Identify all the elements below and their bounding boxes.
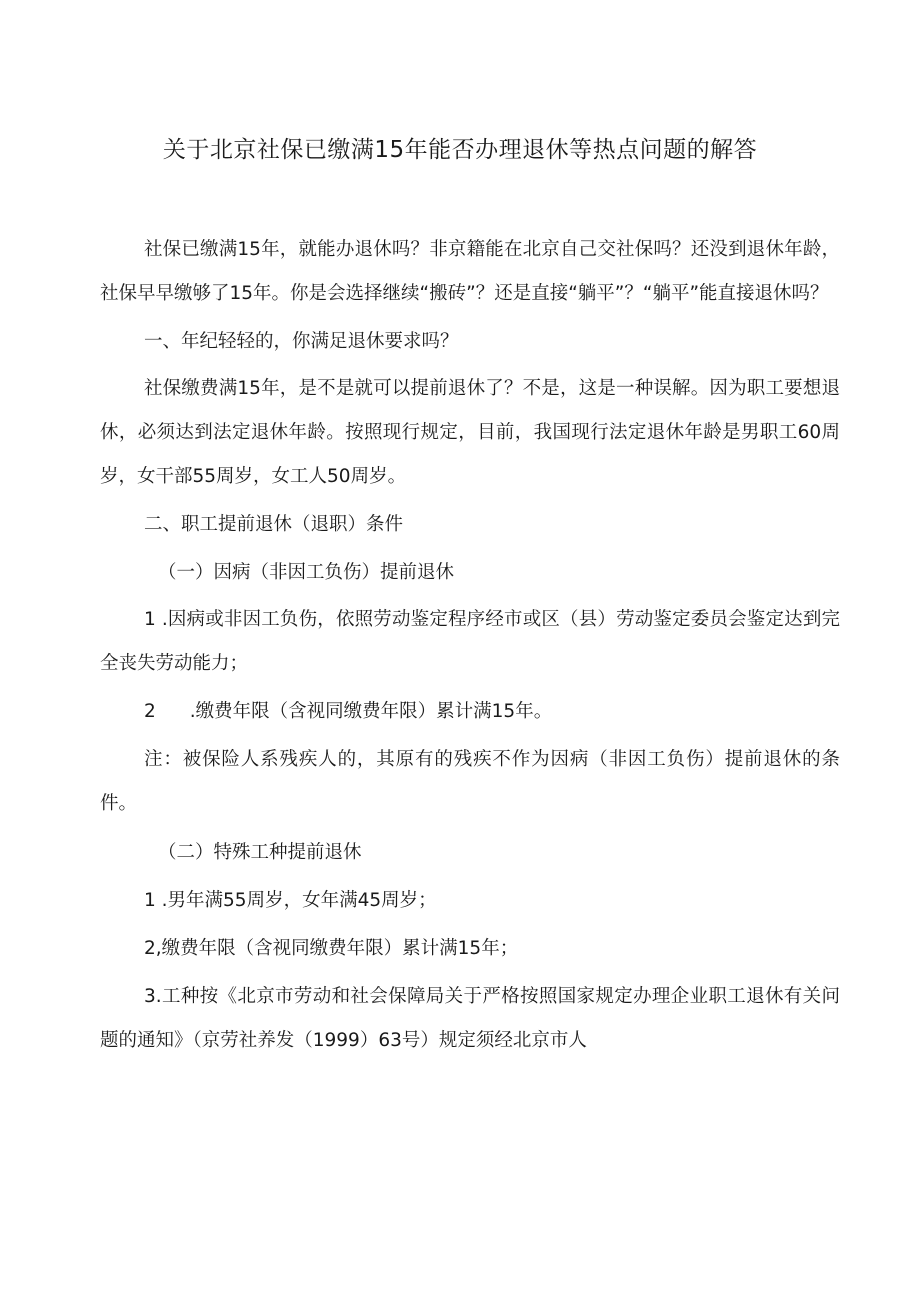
list-item-1-1: 1 .因病或非因工负伤，依照劳动鉴定程序经市或区（县）劳动鉴定委员会鉴定达到完全丧失劳动能力； — [100, 609, 840, 675]
list-item-2-1: 1 .男年满55周岁，女年满45周岁； — [144, 890, 437, 912]
document-title: 关于北京社保已缴满15年能否办理退休等热点问题的解答 — [162, 137, 758, 163]
list-item-1-2 — [100, 690, 840, 734]
section-heading-2: 二、职工提前退休（退职）条件 — [144, 513, 404, 535]
list-item-text: .缴费年限（含视同缴费年限）累计满15年。 — [189, 700, 553, 722]
section-heading-1: 一、年纪轻轻的，你满足退休要求吗？ — [144, 330, 459, 352]
list-item-2-3: 3.工种按《北京市劳动和社会保障局关于严格按照国家规定办理企业职工退休有关问题的通知》（京劳社养发（1999）63号）规定须经北京市人 — [100, 985, 840, 1051]
section-1-paragraph: 社保缴费满15年，是不是就可以提前退休了？不是，这是一种误解。因为职工要想退休，必须达到法定退休年龄。按照现行规定，目前，我国现行法定退休年龄是男职工60周岁，女干部55周岁，女工人50周岁。 — [100, 378, 840, 487]
subsection-heading-2: （二）特殊工种提前退休 — [158, 842, 362, 864]
subsection-heading-1: （一）因病（非因工负伤）提前退休 — [158, 561, 455, 583]
list-item-2-2: 2,缴费年限（含视同缴费年限）累计满15年； — [144, 937, 519, 959]
note-paragraph: 注：被保险人系残疾人的，其原有的残疾不作为因病（非因工负伤）提前退休的条件。 — [100, 748, 840, 814]
intro-paragraph: 社保已缴满15年，就能办退休吗？非京籍能在北京自己交社保吗？还没到退休年龄，社保早早缴够了15年。你是会选择继续“搬砖”？还是直接“躺平”？“躺平”能直接退休吗？ — [100, 239, 840, 304]
document-body — [100, 228, 840, 1062]
list-item-number: 2 — [144, 700, 156, 722]
